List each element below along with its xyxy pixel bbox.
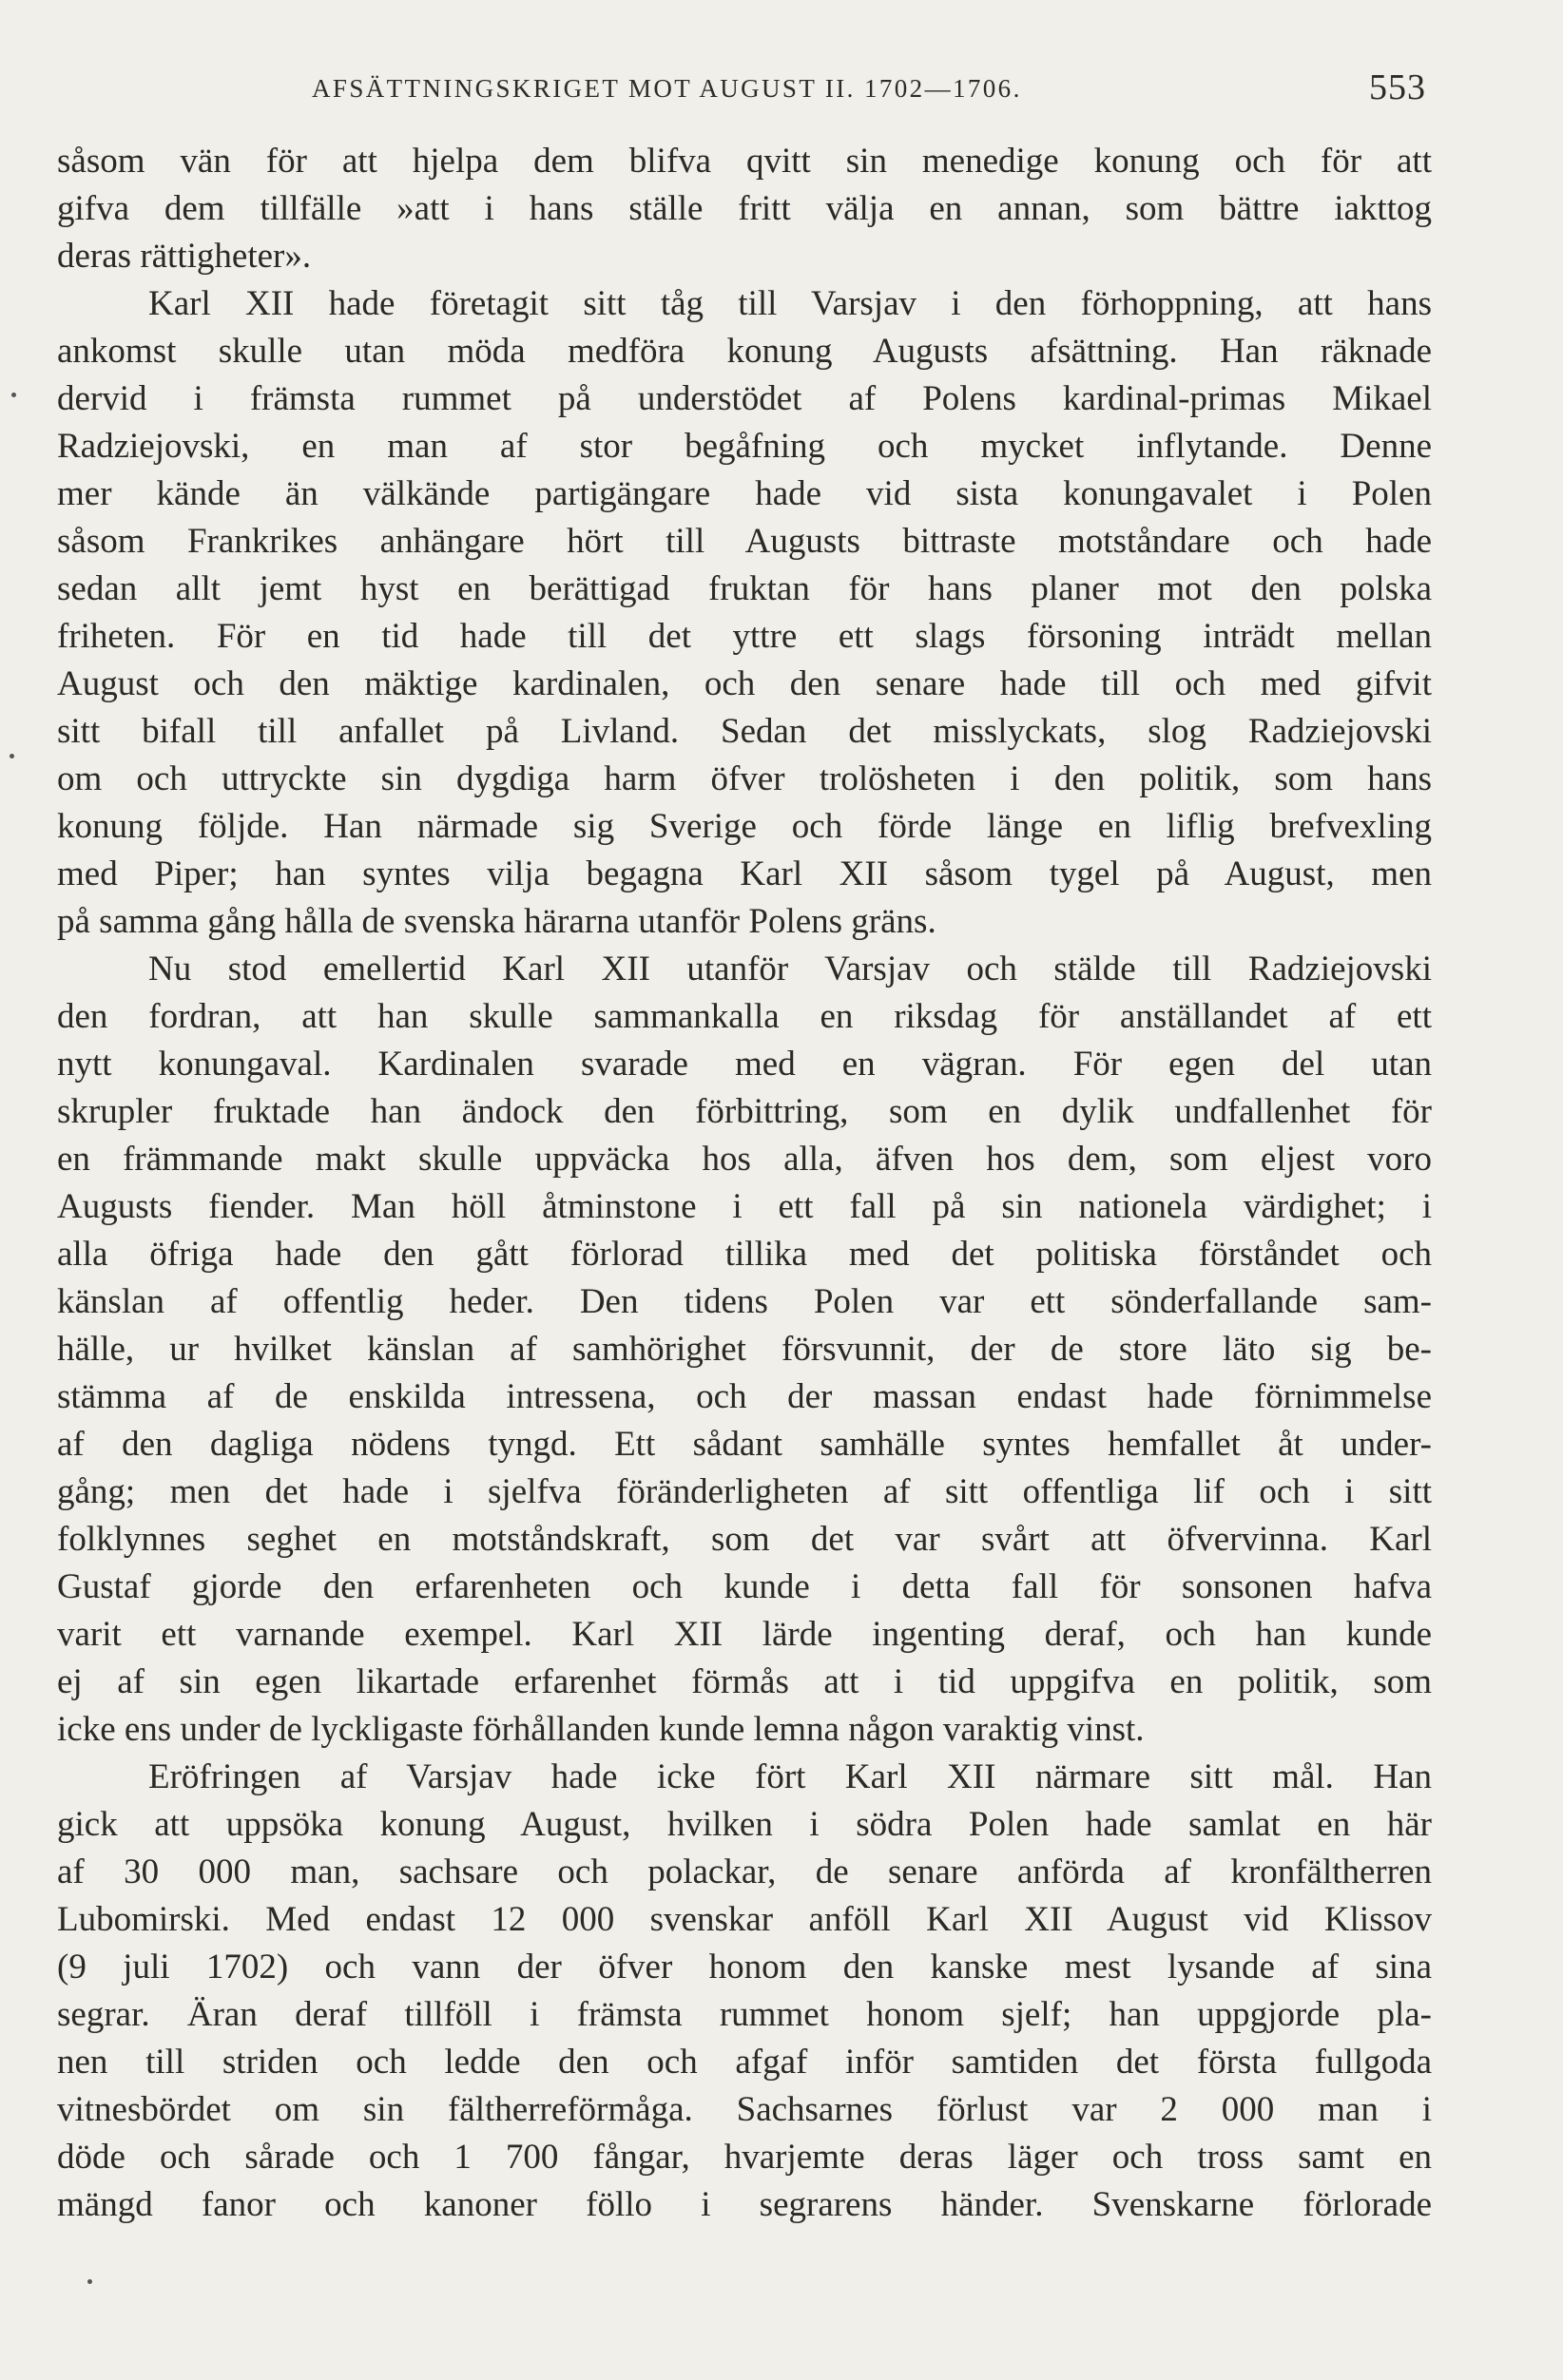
text-line: gifva dem tillfälle »att i hans ställe fritt välja en annan, som bättre iakttog <box>57 189 1432 228</box>
paragraph-4 <box>57 1754 1432 2229</box>
text-line: friheten. För en tid hade till det yttre ett slags försoning inträdt mellan <box>57 617 1432 656</box>
text-line: hälle, ur hvilket känslan af samhörighet försvunnit, der de store läto sig be- <box>57 1330 1432 1369</box>
text-line: på samma gång hålla de svenska härarna utanför Polens gräns. <box>57 902 936 941</box>
page-number: 553 <box>1369 67 1426 107</box>
margin-speck <box>87 2279 92 2284</box>
text-line: folklynnes seghet en motståndskraft, som det var svårt att öfvervinna. Karl <box>57 1520 1432 1559</box>
text-line: dervid i främsta rummet på understödet af Polens kardinal-primas Mikael <box>57 379 1432 418</box>
text-line: Nu stod emellertid Karl XII utanför Varsjav och stälde till Radziejovski <box>148 950 1432 988</box>
text-line: den fordran, att han skulle sammankalla en riksdag för anställandet af ett <box>57 997 1432 1036</box>
running-head-title: AFSÄTTNINGSKRIGET MOT AUGUST II. 1702—1706. <box>312 74 1022 103</box>
text-line: stämma af de enskilda intressena, och der massan endast hade förnimmelse <box>57 1377 1432 1416</box>
text-line: Radziejovski, en man af stor begåfning och mycket inflytande. Denne <box>57 427 1432 466</box>
text-line: Lubomirski. Med endast 12 000 svenskar anföll Karl XII August vid Klissov <box>57 1900 1432 1939</box>
text-line: mer kände än välkände partigängare hade vid sista konungavalet i Polen <box>57 474 1432 513</box>
text-line: Karl XII hade företagit sitt tåg till Varsjav i den förhoppning, att hans <box>148 284 1432 323</box>
text-line: en främmande makt skulle uppväcka hos alla, äfven hos dem, som eljest voro <box>57 1140 1432 1179</box>
text-line: nen till striden och ledde den och afgaf inför samtiden det första fullgoda <box>57 2043 1432 2082</box>
text-line: Augusts fiender. Man höll åtminstone i ett fall på sin nationela värdighet; i <box>57 1187 1432 1226</box>
text-line: konung följde. Han närmade sig Sverige och förde länge en liflig brefvexling <box>57 807 1432 846</box>
paragraph-1 <box>57 138 1432 280</box>
text-line: af den dagliga nödens tyngd. Ett sådant samhälle syntes hemfallet åt under- <box>57 1425 1432 1464</box>
paragraph-3 <box>57 946 1432 1754</box>
running-head <box>57 67 1426 114</box>
text-line: deras rättigheter». <box>57 237 312 276</box>
text-line: August och den mäktige kardinalen, och den senare hade till och med gifvit <box>57 664 1432 703</box>
text-line: med Piper; han syntes vilja begagna Karl XII såsom tygel på August, men <box>57 854 1432 893</box>
text-line: gång; men det hade i sjelfva föränderligheten af sitt offentliga lif och i sitt <box>57 1472 1432 1511</box>
paragraph-2 <box>57 280 1432 946</box>
text-line: såsom vän för att hjelpa dem blifva qvitt sin menedige konung och för att <box>57 142 1432 181</box>
text-line: af 30 000 man, sachsare och polackar, de senare anförda af kronfältherren <box>57 1852 1432 1891</box>
margin-speck <box>11 393 16 397</box>
text-line: icke ens under de lyckligaste förhållanden kunde lemna någon varaktig vinst. <box>57 1710 1145 1749</box>
text-line: skrupler fruktade han ändock den förbittring, som en dylik undfallenhet för <box>57 1092 1432 1131</box>
text-line: ankomst skulle utan möda medföra konung Augusts afsättning. Han räknade <box>57 332 1432 371</box>
text-line: om och uttryckte sin dygdiga harm öfver trolösheten i den politik, som hans <box>57 759 1432 798</box>
text-line: segrar. Äran deraf tillföll i främsta rummet honom sjelf; han uppgjorde pla- <box>57 1995 1432 2034</box>
text-line: mängd fanor och kanoner föllo i segrarens händer. Svenskarne förlorade <box>57 2185 1432 2224</box>
text-line: Gustaf gjorde den erfarenheten och kunde i detta fall för sonsonen hafva <box>57 1567 1432 1606</box>
text-line: Eröfringen af Varsjav hade icke fört Karl XII närmare sitt mål. Han <box>148 1757 1432 1796</box>
margin-speck <box>10 754 14 758</box>
text-line: döde och sårade och 1 700 fångar, hvarjemte deras läger och tross samt en <box>57 2138 1432 2177</box>
text-line: känslan af offentlig heder. Den tidens Polen var ett sönderfallande sam- <box>57 1282 1432 1321</box>
text-line: sedan allt jemt hyst en berättigad fruktan för hans planer mot den polska <box>57 569 1432 608</box>
text-line: nytt konungaval. Kardinalen svarade med en vägran. För egen del utan <box>57 1045 1432 1084</box>
text-line: sitt bifall till anfallet på Livland. Sedan det misslyckats, slog Radziejovski <box>57 712 1432 751</box>
text-line: vitnesbördet om sin fältherreförmåga. Sachsarnes förlust var 2 000 man i <box>57 2090 1432 2129</box>
body-text <box>57 138 1432 2229</box>
text-line: gick att uppsöka konung August, hvilken i södra Polen hade samlat en här <box>57 1805 1432 1844</box>
text-line: ej af sin egen likartade erfarenhet förmås att i tid uppgifva en politik, som <box>57 1662 1432 1701</box>
text-line: såsom Frankrikes anhängare hört till Augusts bittraste motståndare och hade <box>57 522 1432 561</box>
text-line: varit ett varnande exempel. Karl XII lärde ingenting deraf, och han kunde <box>57 1615 1432 1654</box>
text-line: (9 juli 1702) och vann der öfver honom den kanske mest lysande af sina <box>57 1948 1432 1987</box>
text-line: alla öfriga hade den gått förlorad tillika med det politiska förståndet och <box>57 1235 1432 1274</box>
